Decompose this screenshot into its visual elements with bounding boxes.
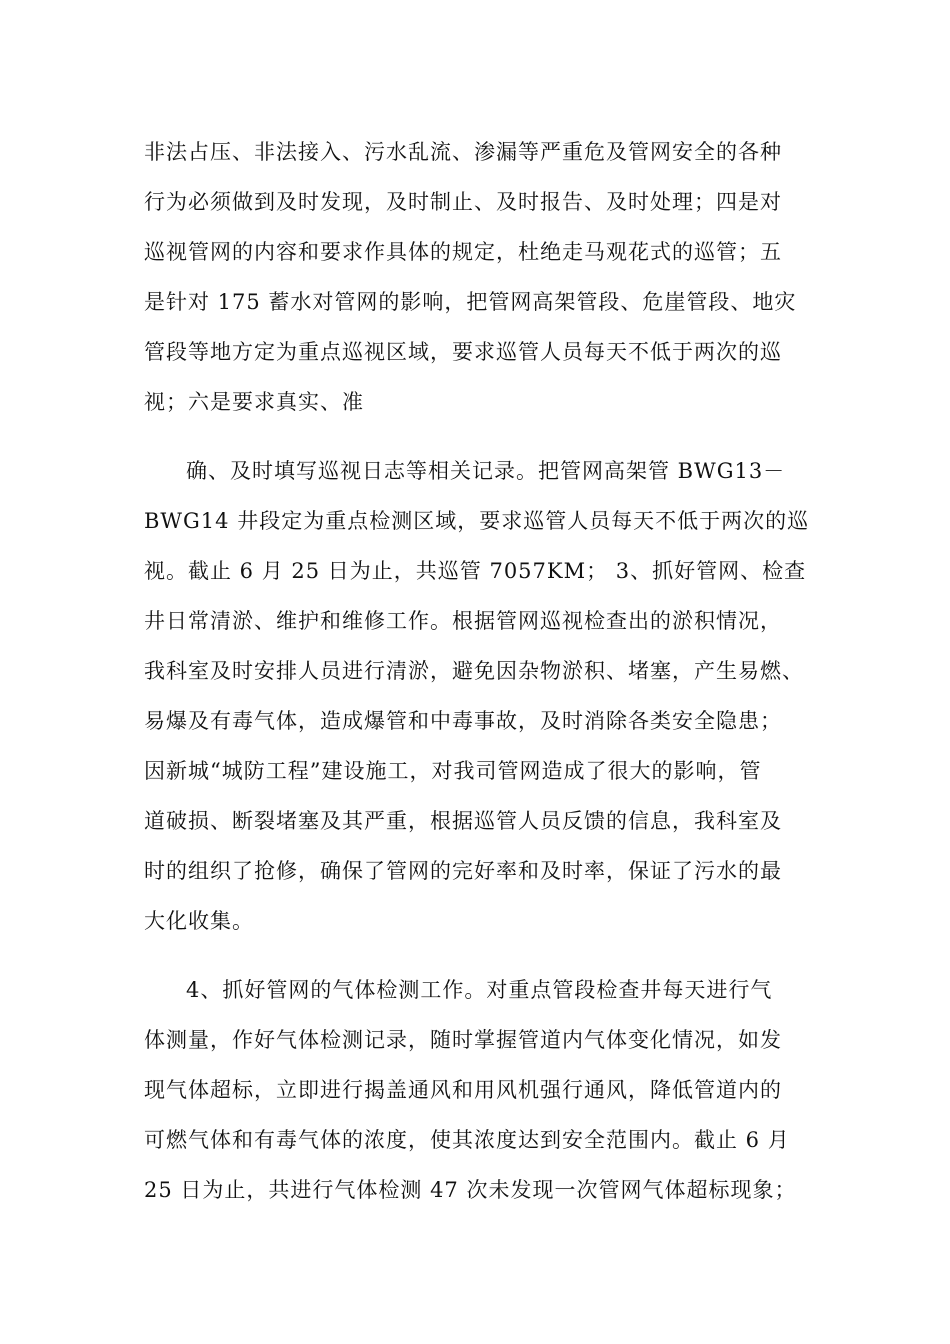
- text-line: 道破损、断裂堵塞及其严重，根据巡管人员反馈的信息，我科室及: [144, 809, 782, 833]
- text-line: 可燃气体和有毒气体的浓度，使其浓度达到安全范围内。截止 6 月: [144, 1128, 790, 1152]
- paragraph-inspection-requirements: [144, 127, 804, 427]
- text-line: 行为必须做到及时发现，及时制止、及时报告、及时处理；四是对: [144, 190, 782, 214]
- paragraph-patrol-records: [144, 446, 810, 946]
- text-line: 非法占压、非法接入、污水乱流、渗漏等严重危及管网安全的各种: [144, 140, 782, 164]
- text-line: 我科室及时安排人员进行清淤，避免因杂物淤积、堵塞，产生易燃、: [144, 659, 804, 683]
- text-line: 是针对 175 蓄水对管网的影响，把管网高架管段、危崖管段、地灾: [144, 290, 797, 314]
- text-line: 因新城“城防工程”建设施工，对我司管网造成了很大的影响，管: [144, 759, 762, 783]
- text-line: 确、及时填写巡视日志等相关记录。把管网高架管 BWG13－: [186, 459, 786, 483]
- text-line: 时的组织了抢修，确保了管网的完好率和及时率，保证了污水的最: [144, 859, 782, 883]
- text-line: 视；六是要求真实、准: [144, 390, 364, 414]
- text-line: 25 日为止，共进行气体检测 47 次未发现一次管网气体超标现象；: [144, 1178, 797, 1202]
- text-line: 视。截止 6 月 25 日为止，共巡管 7057KM； 3、抓好管网、检查: [144, 559, 807, 583]
- text-line: 现气体超标，立即进行揭盖通风和用风机强行通风，降低管道内的: [144, 1078, 782, 1102]
- text-line: 易爆及有毒气体，造成爆管和中毒事故，及时消除各类安全隐患；: [144, 709, 782, 733]
- text-line: 井日常清淤、维护和维修工作。根据管网巡视检查出的淤积情况，: [144, 609, 782, 633]
- text-line: 体测量，作好气体检测记录，随时掌握管道内气体变化情况，如发: [144, 1028, 782, 1052]
- paragraph-gas-detection: [144, 965, 804, 1215]
- text-line: BWG14 井段定为重点检测区域，要求巡管人员每天不低于两次的巡: [144, 509, 810, 533]
- text-line: 大化收集。: [144, 909, 254, 933]
- text-line: 巡视管网的内容和要求作具体的规定，杜绝走马观花式的巡管；五: [144, 240, 782, 264]
- document-body: [144, 127, 810, 1215]
- text-line: 管段等地方定为重点巡视区域，要求巡管人员每天不低于两次的巡: [144, 340, 782, 364]
- text-line: 4、抓好管网的气体检测工作。对重点管段检查井每天进行气: [186, 978, 773, 1002]
